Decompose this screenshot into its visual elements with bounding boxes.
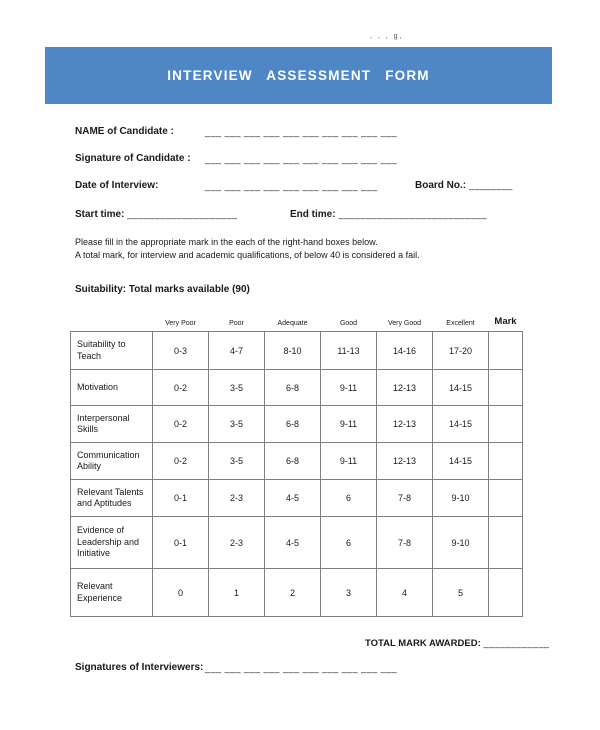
mark-cell[interactable] [489,370,523,406]
score-cell: 2 [265,569,321,617]
header-excellent: Excellent [446,320,475,327]
score-cell: 9-11 [321,406,377,443]
score-cell: 1 [209,569,265,617]
score-cell: 0-2 [153,406,209,443]
mark-cell[interactable] [489,332,523,370]
total-mark-row [365,638,549,649]
board-no-group [415,180,513,191]
date-fill-line[interactable]: ___ ___ ___ ___ ___ ___ ___ ___ ___ [205,181,378,191]
score-cell: 6-8 [265,370,321,406]
score-cell: 3-5 [209,406,265,443]
row-label: Suitability to Teach [71,332,153,370]
header-adequate: Adequate [277,320,308,327]
section-heading: Suitability: Total marks available (90) [75,284,250,295]
date-label: Date of Interview: [75,180,159,191]
score-cell: 6 [321,480,377,517]
score-cell: 7-8 [377,480,433,517]
score-cell: 12-13 [377,443,433,480]
row-label: Relevant Experience [71,569,153,617]
board-no-label: Board No.: [415,180,467,191]
header-very-good: Very Good [387,320,422,327]
row-label: Motivation [71,370,153,406]
name-fill-line[interactable]: ___ ___ ___ ___ ___ ___ ___ ___ ___ ___ [205,127,398,137]
mark-cell[interactable] [489,569,523,617]
end-time-fill-line[interactable]: ___________________________ [338,209,487,219]
instructions-line-1: Please fill in the appropriate mark in the each of the right-hand boxes below. [75,237,378,247]
table-row [71,480,523,517]
score-cell: 0-3 [153,332,209,370]
score-cell: 9-10 [433,480,489,517]
score-cell: 9-10 [433,517,489,569]
score-cell: 14-15 [433,370,489,406]
row-label: Interpersonal Skills [71,406,153,443]
score-cell: 3 [321,569,377,617]
table-row [71,443,523,480]
header-poor: Poor [229,320,244,327]
score-cell: 4-7 [209,332,265,370]
score-cell: 12-13 [377,406,433,443]
mark-cell[interactable] [489,480,523,517]
header-mark: Mark [494,316,517,327]
score-cell: 9-11 [321,370,377,406]
mark-cell[interactable] [489,517,523,569]
score-cell: 0-2 [153,370,209,406]
score-cell: 2-3 [209,480,265,517]
table-row [71,569,523,617]
score-cell: 2-3 [209,517,265,569]
score-cell: 4 [377,569,433,617]
score-cell: 9-11 [321,443,377,480]
score-cell: 0-1 [153,517,209,569]
score-cell: 0-1 [153,480,209,517]
score-cell: 0-2 [153,443,209,480]
end-time-label: End time: [290,209,336,220]
name-label: NAME of Candidate : [75,126,174,137]
header-good: Good [339,320,358,327]
form-title: INTERVIEW ASSESSMENT FORM [167,68,430,83]
signatures-row [75,662,545,677]
name-field-row [75,126,545,141]
table-row [71,517,523,569]
score-cell: 14-15 [433,406,489,443]
signature-label: Signature of Candidate : [75,153,191,164]
score-cell: 3-5 [209,370,265,406]
instructions-line-2: A total mark, for interview and academic qualifications, of below 40 is considered a fail. [75,250,420,260]
header-fragment: , , , g, [370,33,404,40]
score-cell: 3-5 [209,443,265,480]
row-label: Relevant Talents and Aptitudes [71,480,153,517]
header-empty-cell [71,314,153,332]
signatures-fill-line[interactable]: ___ ___ ___ ___ ___ ___ ___ ___ ___ ___ [205,663,398,673]
score-cell: 6 [321,517,377,569]
score-cell: 6-8 [265,406,321,443]
time-field-row [75,209,545,224]
row-label: Communication Ability [71,443,153,480]
end-time-group [290,209,487,220]
score-cell: 14-16 [377,332,433,370]
score-cell: 8-10 [265,332,321,370]
row-label: Evidence of Leadership and Initiative [71,517,153,569]
score-cell: 0 [153,569,209,617]
table-row [71,332,523,370]
table-row [71,406,523,443]
score-cell: 11-13 [321,332,377,370]
start-time-fill-line[interactable]: ____________________ [127,209,238,219]
instructions [75,236,525,262]
total-mark-label: TOTAL MARK AWARDED: [365,638,481,649]
mark-cell[interactable] [489,406,523,443]
score-cell: 7-8 [377,517,433,569]
signatures-label: Signatures of Interviewers: [75,662,204,673]
board-no-fill-line[interactable]: ________ [468,180,513,190]
signature-field-row [75,153,545,168]
score-cell: 4-5 [265,517,321,569]
score-cell: 5 [433,569,489,617]
total-mark-fill-line[interactable]: ____________ [483,638,550,648]
score-cell: 4-5 [265,480,321,517]
score-cell: 14-15 [433,443,489,480]
header-very-poor: Very Poor [165,320,196,327]
score-cell: 6-8 [265,443,321,480]
start-time-label: Start time: [75,209,125,220]
score-cell: 12-13 [377,370,433,406]
marks-table [70,314,523,617]
table-row [71,370,523,406]
table-header-row [71,314,523,332]
signature-fill-line[interactable]: ___ ___ ___ ___ ___ ___ ___ ___ ___ ___ [205,154,398,164]
date-field-row [75,180,545,195]
title-banner [45,47,552,104]
mark-cell[interactable] [489,443,523,480]
score-cell: 17-20 [433,332,489,370]
